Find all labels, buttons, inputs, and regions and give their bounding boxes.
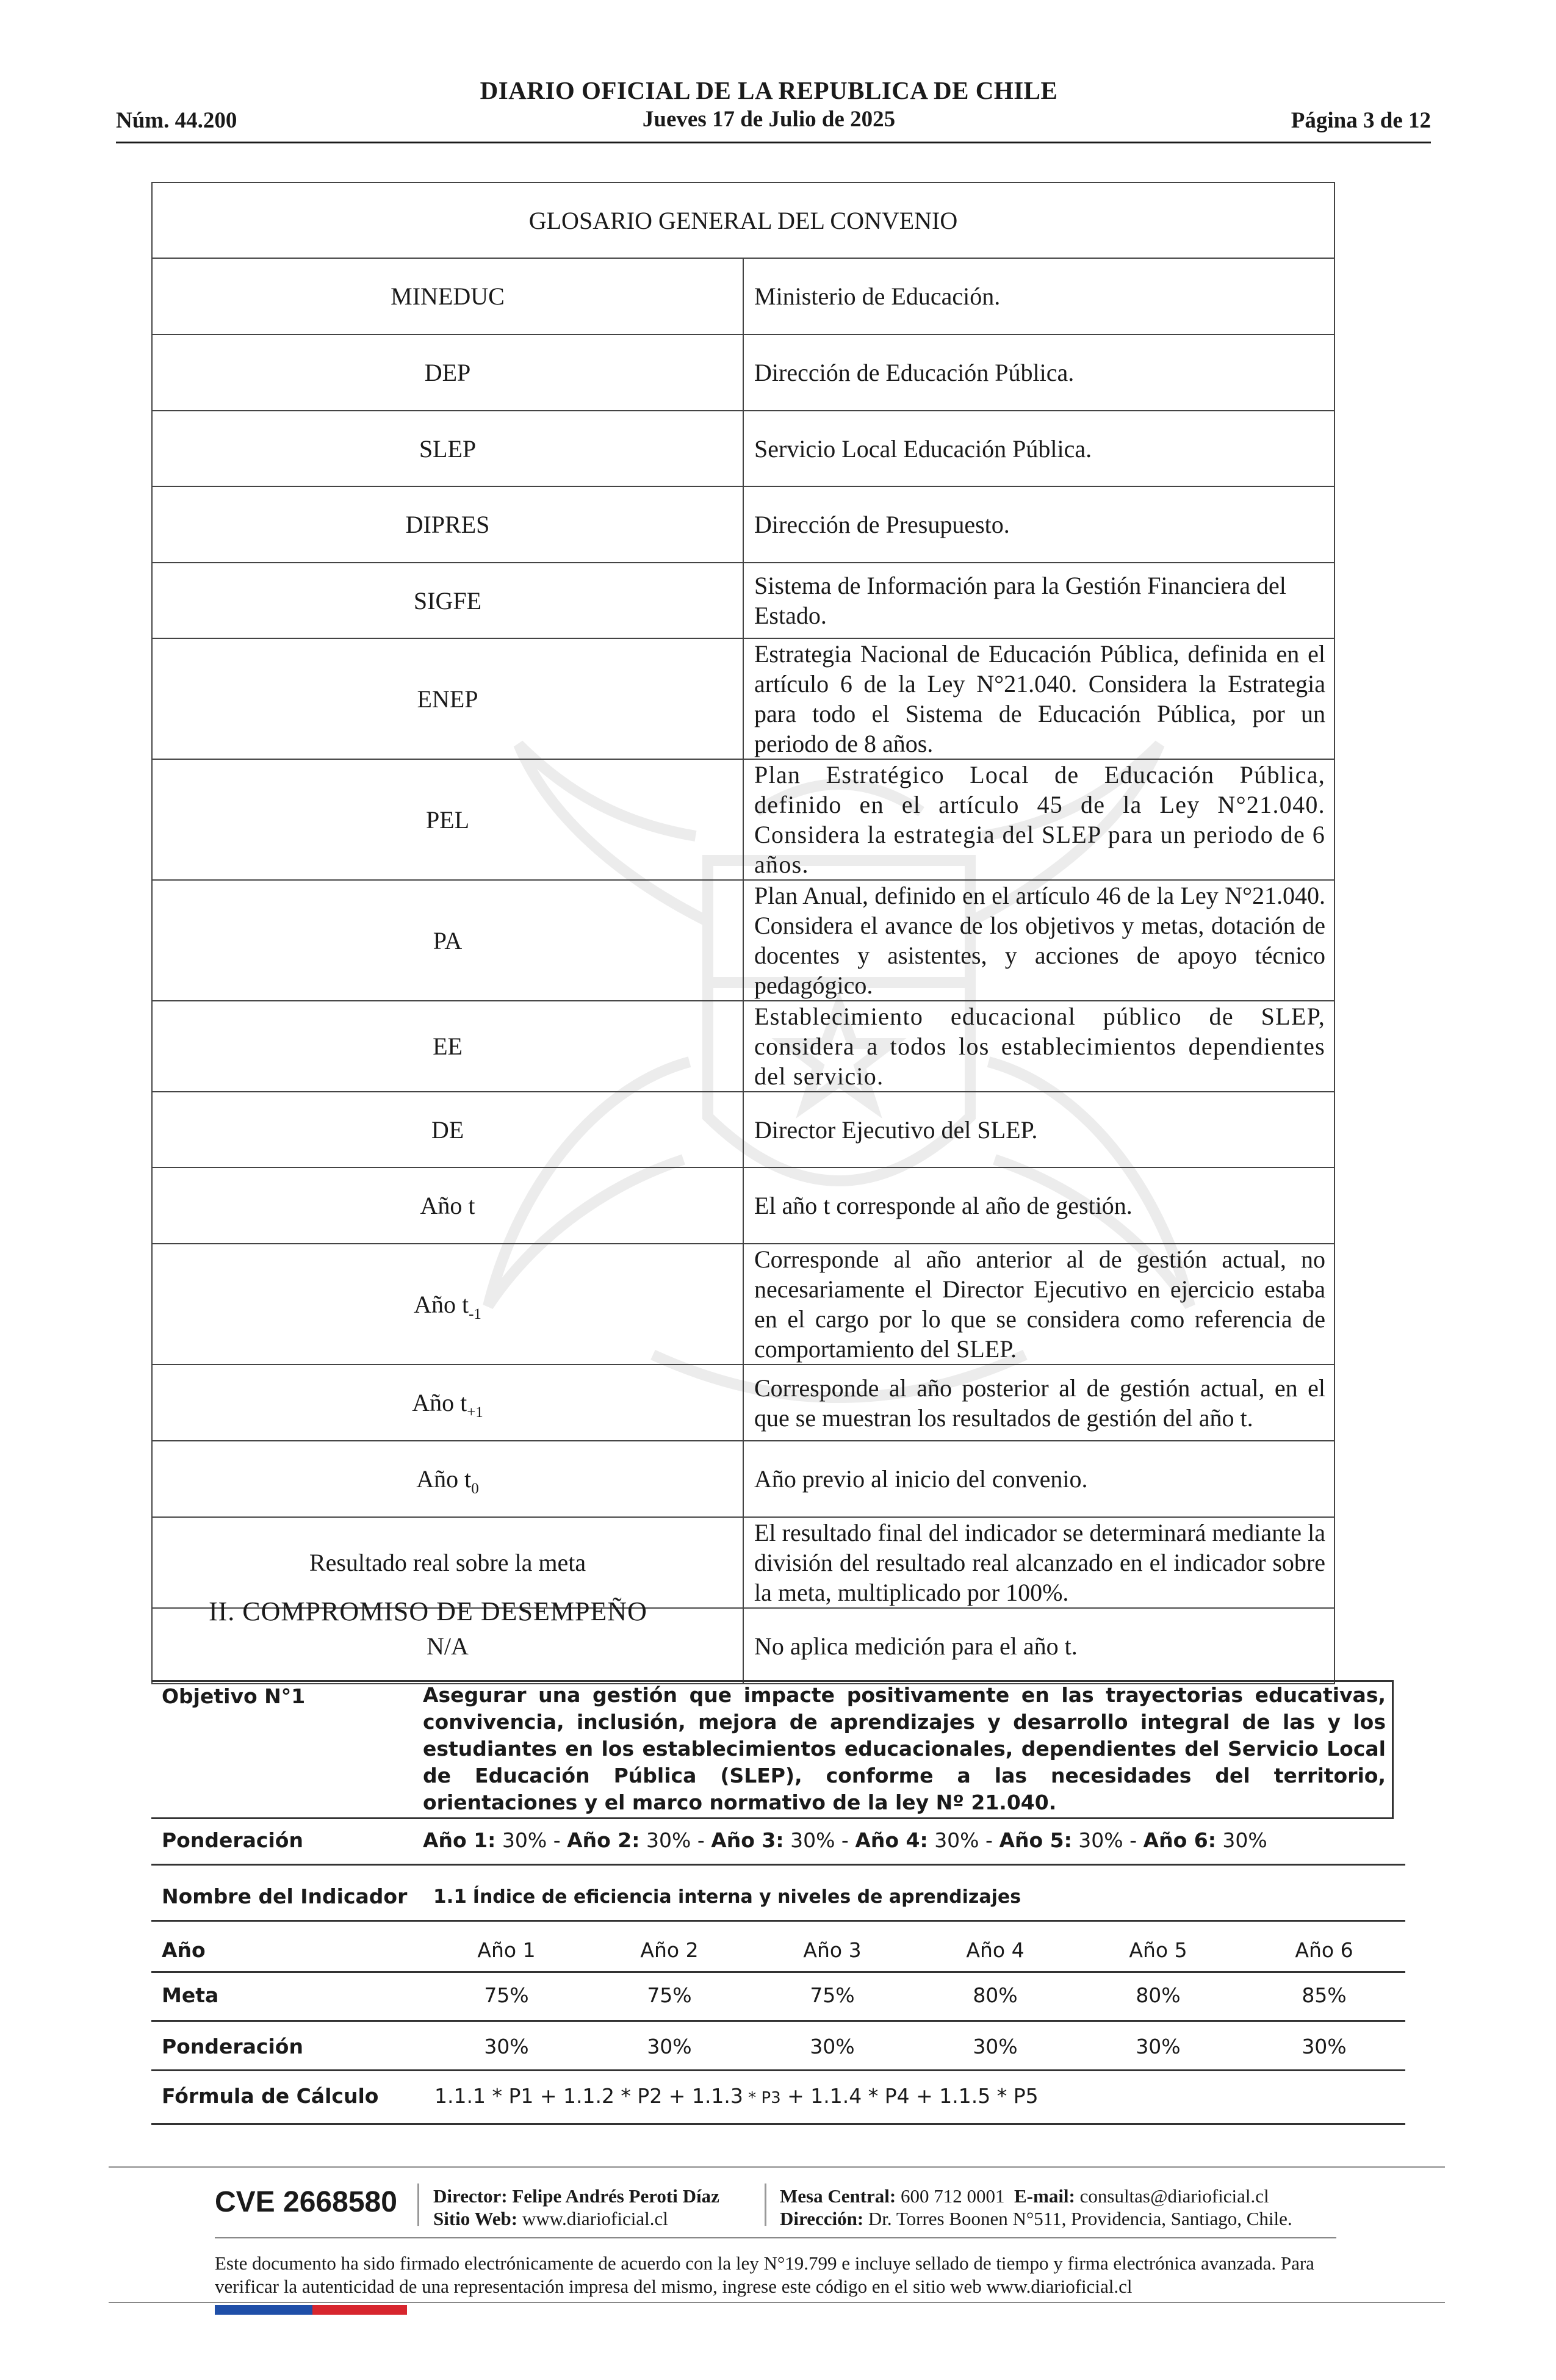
newspaper-title: DIARIO OFICIAL DE LA REPUBLICA DE CHILE: [480, 76, 1058, 104]
goal-cell: 75%: [484, 1983, 529, 2007]
weight-cell: 30%: [647, 2035, 692, 2058]
footer-contact-block: Mesa Central: 600 712 0001 E-mail: consultas@diarioficial.cl Dirección: Dr. Torres Boonen N°511, Providencia, Santiago, Chile.: [780, 2185, 1292, 2229]
glossary-term: Año $t_{-1}$: [152, 1244, 743, 1365]
glossary-term: PA: [152, 880, 743, 1001]
flag-stripe-red: [312, 2305, 407, 2315]
table-row: [152, 638, 1334, 759]
glossary-definition: El año t corresponde al año de gestión.: [743, 1167, 1334, 1244]
table-row: [152, 1001, 1334, 1092]
row-divider: [151, 1920, 1405, 1922]
header-divider: [116, 142, 1431, 143]
goal-cell: 75%: [647, 1983, 692, 2007]
glossary-definition: No aplica medición para el año t.: [743, 1608, 1334, 1684]
glossary-definition: Corresponde al año anterior al de gestión actual, no necesariamente el Director Ejecutivo en ejercicio estaba en el cargo por lo que se considera como referencia de comportamiento del SLEP.: [743, 1244, 1334, 1365]
table-row: [152, 1365, 1334, 1441]
glossary-term: DIPRES: [152, 486, 743, 563]
year-row-label: Año: [162, 1938, 206, 1962]
glossary-term: DEP: [152, 334, 743, 411]
glossary-term: EE: [152, 1001, 743, 1092]
goal-cell: 75%: [810, 1983, 855, 2007]
glossary-term: SIGFE: [152, 563, 743, 638]
page-number: Página 3 de 12: [1291, 108, 1431, 133]
legal-notice: Este documento ha sido firmado electrónicamente de acuerdo con la ley N°19.799 e incluye sellado de tiempo y firma electrónica avanzada. Para verificar la autenticidad de una representación impresa del mismo, ingrese este código en el sitio web www.diarioficial.cl: [215, 2252, 1314, 2297]
glossary-definition: Estrategia Nacional de Educación Pública, definida en el artículo 6 de la Ley N°21.040. Considera la Estrategia para todo el Sistema de Educación Pública, por un periodo de 8 años.: [743, 638, 1334, 759]
glossary-definition: Director Ejecutivo del SLEP.: [743, 1092, 1334, 1167]
subscript: 0: [471, 1480, 479, 1497]
footer-top-rule: [109, 2166, 1445, 2168]
row-divider: [151, 2069, 1405, 2071]
weight-cell: 30%: [1136, 2035, 1181, 2058]
glossary-definition: Plan Estratégico Local de Educación Pública, definido en el artículo 45 de la Ley N°21.040. Considera la estrategia del SLEP para un periodo de 6 años.: [743, 759, 1334, 880]
footer-director-block: Director: Felipe Andrés Peroti Díaz Sitio Web: www.diarioficial.cl: [433, 2185, 719, 2229]
weight-cell: 30%: [484, 2035, 529, 2058]
table-row: [152, 1441, 1334, 1517]
year-cell: Año 3: [803, 1938, 862, 1962]
glossary-term: SLEP: [152, 411, 743, 486]
issue-date: Jueves 17 de Julio de 2025: [642, 107, 896, 132]
table-row: [152, 880, 1334, 1001]
footer-mid-rule: [215, 2237, 1336, 2238]
footer-bottom-rule: [109, 2302, 1445, 2303]
year-cell: Año 4: [966, 1938, 1025, 1962]
goal-cell: 80%: [973, 1983, 1018, 2007]
indicator-name: 1.1 Índice de eficiencia interna y niveles de aprendizajes: [433, 1886, 1021, 1908]
indicator-label: Nombre del Indicador: [162, 1884, 408, 1908]
goal-cell: 85%: [1302, 1983, 1347, 2007]
weighting-values: Año 1: 30% - Año 2: 30% - Año 3: 30% - Año 4: 30% - Año 5: 30% - Año 6: 30%: [423, 1828, 1267, 1852]
table-row: [152, 1167, 1334, 1244]
calculation-formula: 1.1.1 * P1 + 1.1.2 * P2 + 1.1.3 * P3 + 1.1.4 * P4 + 1.1.5 * P5: [434, 2084, 1039, 2108]
cve-code: CVE 2668580: [215, 2186, 397, 2218]
row-divider: [151, 2123, 1405, 2125]
glossary-table: [151, 182, 1335, 1684]
weight-cell: 30%: [810, 2035, 855, 2058]
email-link[interactable]: consultas@diarioficial.cl: [1079, 2185, 1269, 2207]
subscript: +1: [467, 1404, 483, 1421]
footer-separator: [765, 2183, 766, 2226]
subscript: -1: [469, 1305, 481, 1322]
glossary-definition: Servicio Local Educación Pública.: [743, 411, 1334, 486]
table-row: [152, 1244, 1334, 1365]
goal-row-label: Meta: [162, 1983, 219, 2007]
year-cell: Año 2: [640, 1938, 699, 1962]
website-link[interactable]: www.diarioficial.cl: [522, 2208, 668, 2229]
flag-stripe-blue: [215, 2305, 312, 2315]
footer-separator: [417, 2183, 419, 2226]
table-row: [152, 563, 1334, 638]
glossary-term: Año $t_{+1}$: [152, 1365, 743, 1441]
year-cell: Año 6: [1295, 1938, 1353, 1962]
table-row: [152, 334, 1334, 411]
year-cell: Año 5: [1129, 1938, 1187, 1962]
glossary-term: MINEDUC: [152, 258, 743, 334]
row-divider: [151, 1864, 1405, 1866]
glossary-term: Año t: [152, 1167, 743, 1244]
goal-cell: 80%: [1136, 1983, 1181, 2007]
glossary-definition: Establecimiento educacional público de SLEP, considera a todos los establecimientos dependientes del servicio.: [743, 1001, 1334, 1092]
formula-label: Fórmula de Cálculo: [162, 2084, 379, 2108]
table-row: [152, 258, 1334, 334]
issue-number: Núm. 44.200: [116, 108, 237, 133]
objective-label: Objetivo N°1: [162, 1684, 306, 1708]
table-row: [152, 759, 1334, 880]
section-heading: II. COMPROMISO DE DESEMPEÑO: [209, 1596, 647, 1626]
weight-cell: 30%: [1302, 2035, 1347, 2058]
glossary-definition: Plan Anual, definido en el artículo 46 de la Ley N°21.040. Considera el avance de los objetivos y metas, dotación de docentes y asistentes, y acciones de apoyo técnico pedagógico.: [743, 880, 1334, 1001]
glossary-definition: Dirección de Presupuesto.: [743, 486, 1334, 563]
glossary-term: N/A: [152, 1608, 743, 1684]
glossary-definition: El resultado final del indicador se determinará mediante la división del resultado real alcanzado en el indicador sobre la meta, multiplicado por 100%.: [743, 1517, 1334, 1608]
glossary-term: PEL: [152, 759, 743, 880]
weight-row-label: Ponderación: [162, 2035, 303, 2058]
objective-text: Asegurar una gestión que impacte positivamente en las trayectorias educativas, convivencia, inclusión, mejora de aprendizajes y desarrollo integral de las y los estudiantes en los establecimientos educacionales, dependientes del Servicio Local de Educación Pública (SLEP), conforme a las necesidades del territorio, orientaciones y el marco normativo de la ley Nº 21.040.: [423, 1683, 1386, 1814]
glossary-definition: Dirección de Educación Pública.: [743, 334, 1334, 411]
glossary-caption: GLOSARIO GENERAL DEL CONVENIO: [152, 182, 1334, 258]
row-divider: [151, 1971, 1405, 1973]
page-header: [107, 76, 1431, 143]
glossary-term: Resultado real sobre la meta: [152, 1517, 743, 1608]
glossary-definition: Ministerio de Educación.: [743, 258, 1334, 334]
table-row: [152, 1517, 1334, 1608]
glossary-definition: Corresponde al año posterior al de gestión actual, en el que se muestran los resultados de gestión del año t.: [743, 1365, 1334, 1441]
row-divider: [151, 2020, 1405, 2022]
glossary-term: ENEP: [152, 638, 743, 759]
glossary-definition: Año previo al inicio del convenio.: [743, 1441, 1334, 1517]
table-row: [152, 1092, 1334, 1167]
weight-cell: 30%: [973, 2035, 1018, 2058]
year-cell: Año 1: [477, 1938, 536, 1962]
glossary-term: Año $t_0$: [152, 1441, 743, 1517]
table-row: [152, 486, 1334, 563]
glossary-term: DE: [152, 1092, 743, 1167]
weighting-label: Ponderación: [162, 1828, 303, 1852]
table-row: [152, 411, 1334, 486]
glossary-definition: Sistema de Información para la Gestión Financiera del Estado.: [743, 563, 1334, 638]
